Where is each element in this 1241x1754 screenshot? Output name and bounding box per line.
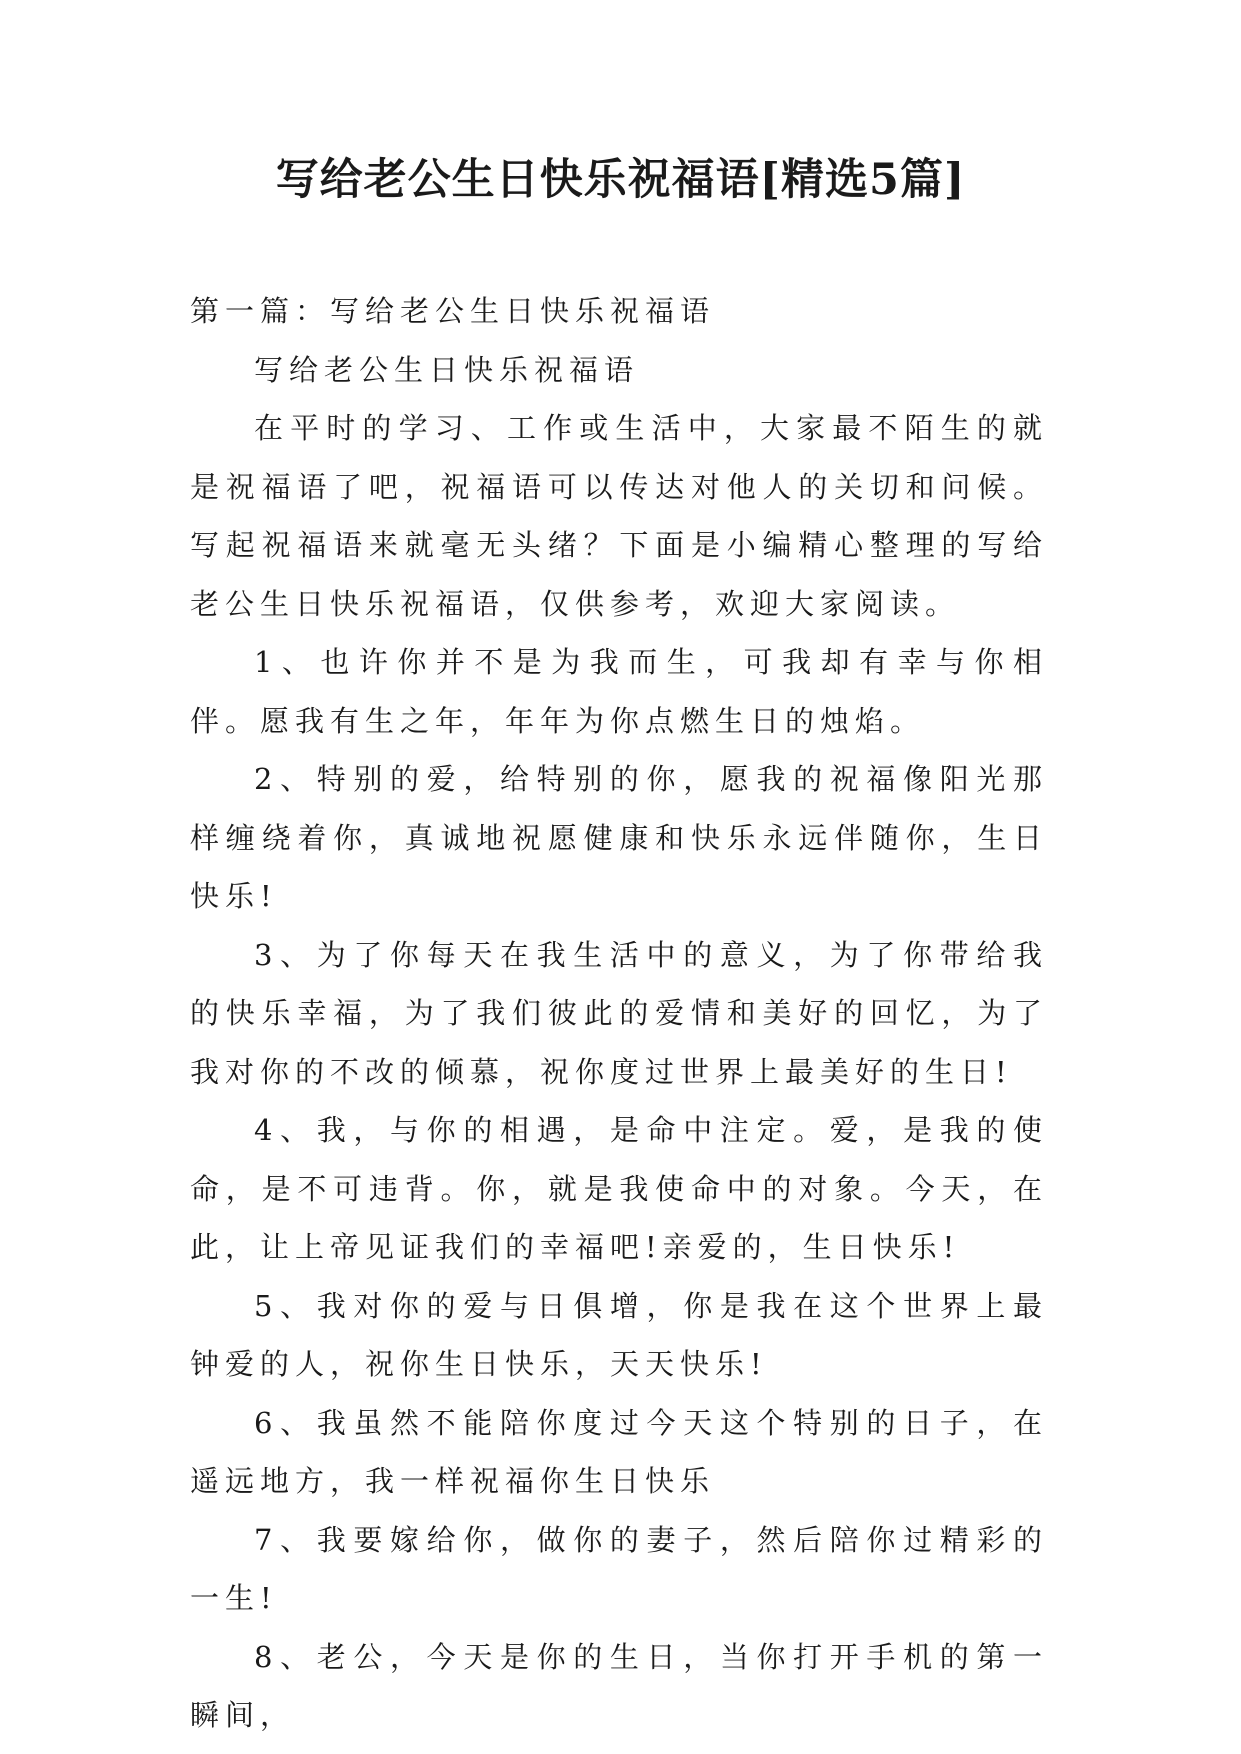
list-item: 3、为了你每天在我生活中的意义，为了你带给我的快乐幸福，为了我们彼此的爱情和美好的回忆，为了我对你的不改的倾慕，祝你度过世界上最美好的生日!	[190, 937, 1048, 1089]
list-item: 6、我虽然不能陪你度过今天这个特别的日子，在遥远地方，我一样祝福你生日快乐	[190, 1405, 1048, 1498]
list-item: 4、我，与你的相遇，是命中注定。爱，是我的使命，是不可违背。你，就是我使命中的对象。今天，在此，让上帝见证我们的幸福吧!亲爱的，生日快乐!	[190, 1113, 1048, 1264]
list-item: 8、老公，今天是你的生日，当你打开手机的第一瞬间，	[190, 1639, 1048, 1732]
intro-paragraph: 在平时的学习、工作或生活中，大家最不陌生的就是祝福语了吧，祝福语可以传达对他人的关切和问候。写起祝福语来就毫无头绪？下面是小编精心整理的写给老公生日快乐祝福语，仅供参考，欢迎大家阅读。	[190, 411, 1048, 621]
list-item: 5、我对你的爱与日俱增，你是我在这个世界上最钟爱的人，祝你生日快乐，天天快乐!	[190, 1288, 1048, 1381]
list-item: 1、也许你并不是为我而生，可我却有幸与你相伴。愿我有生之年，年年为你点燃生日的烛焰。	[190, 645, 1048, 738]
document-body	[190, 282, 1048, 1745]
document-title: 写给老公生日快乐祝福语[精选5篇]	[275, 155, 966, 205]
list-item: 2、特别的爱，给特别的你，愿我的祝福像阳光那样缠绕着你，真诚地祝愿健康和快乐永远伴随你，生日快乐!	[190, 762, 1048, 913]
section-heading: 第一篇：写给老公生日快乐祝福语	[190, 294, 716, 328]
section-subtitle: 写给老公生日快乐祝福语	[254, 352, 640, 387]
list-item: 7、我要嫁给你，做你的妻子，然后陪你过精彩的一生!	[190, 1522, 1048, 1615]
